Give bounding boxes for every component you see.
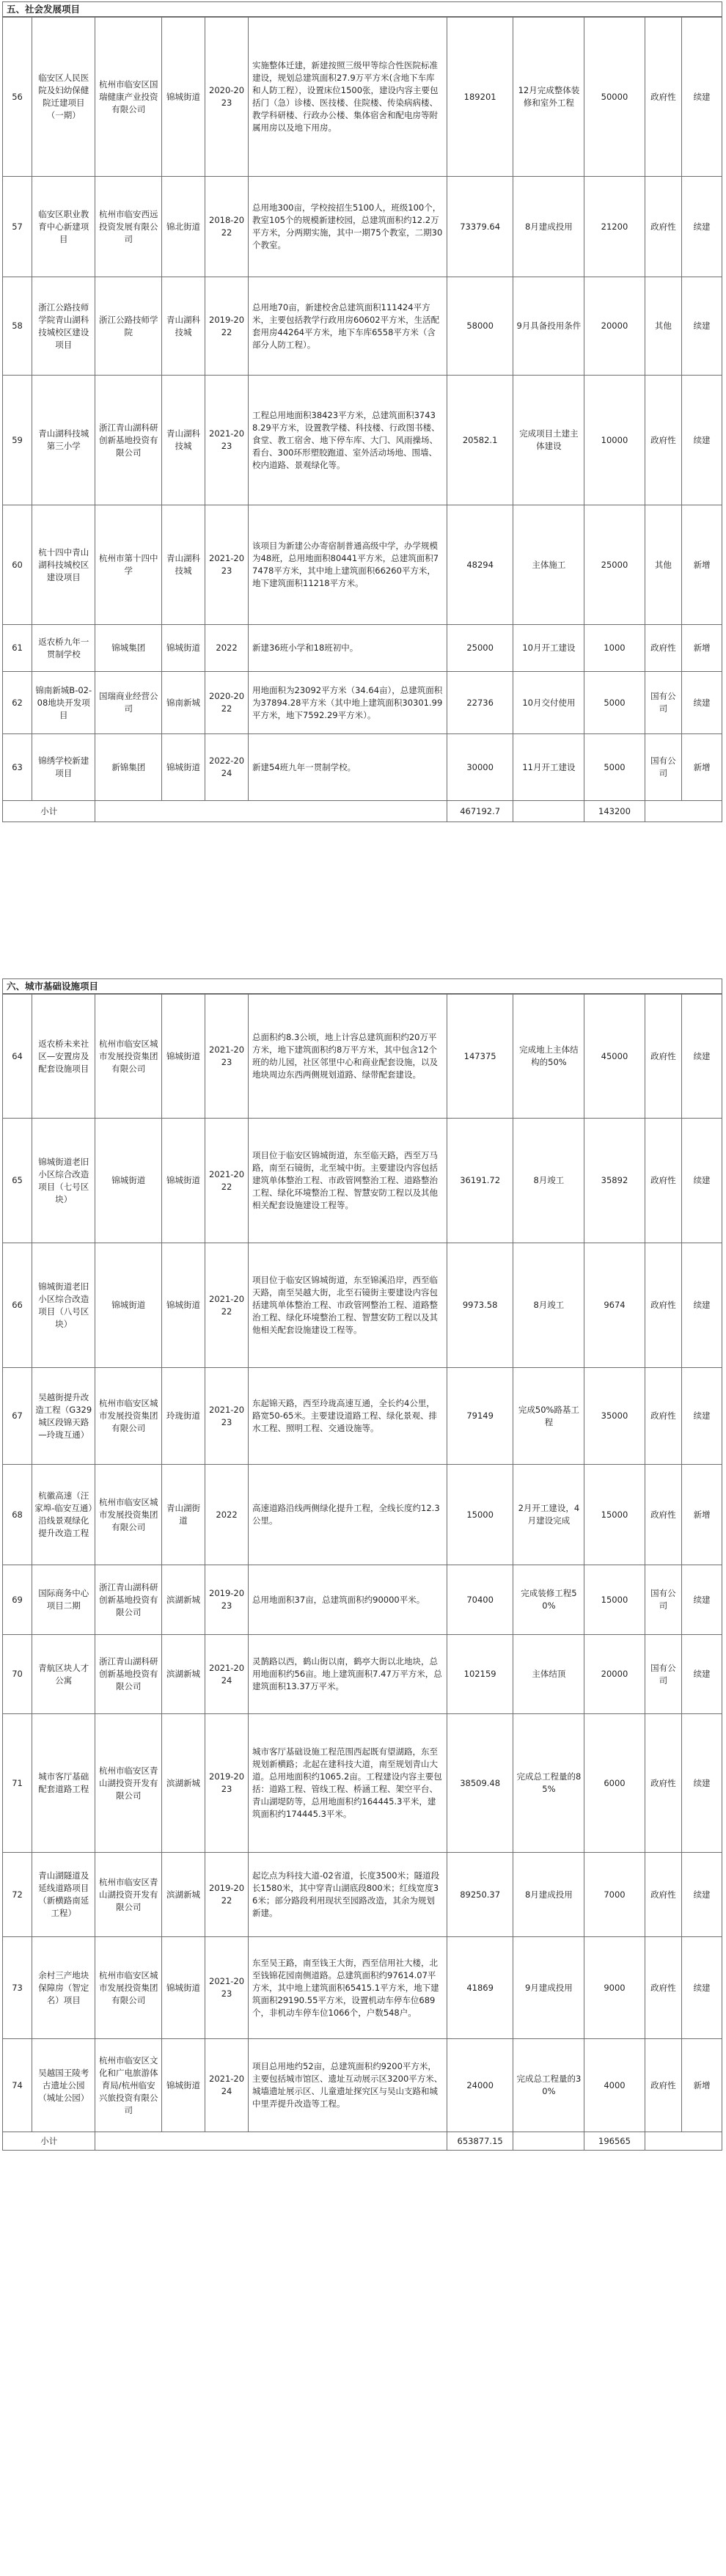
cell-owner: 杭州市临安区城市发展投资集团有限公司 (95, 1368, 162, 1465)
cell-project-name: 临安区人民医院及妇幼保健院迁建项目（一期） (32, 18, 95, 177)
subtotal-investment-total: 653877.15 (447, 2132, 513, 2151)
cell-investment-total: 22736 (447, 672, 513, 734)
cell-status: 续建 (682, 376, 722, 505)
cell-content: 用地面积为23092平方米（34.64亩），总建筑面积为37894.28平方米（其中地上建筑面积30301.99平方米，地下7592.29平方米）。 (249, 672, 447, 734)
cell-owner: 杭州市临安区青山湖投资开发有限公司 (95, 1853, 162, 1937)
subtotal-empty (645, 801, 722, 822)
cell-seq: 67 (3, 1368, 32, 1465)
cell-investment-total: 70400 (447, 1565, 513, 1635)
cell-project-name: 吴越国王陵考古遗址公园（城址公园） (32, 2039, 95, 2132)
cell-location: 锦城街道 (162, 2039, 205, 2132)
cell-project-name: 吴越街提升改造工程（G329城区段锦天路—玲珑互通） (32, 1368, 95, 1465)
cell-content: 总用地面积37亩，总建筑面积约90000平米。 (249, 1565, 447, 1635)
table-infrastructure-projects (2, 994, 722, 2151)
table-row (3, 1119, 722, 1243)
cell-content: 项目位于临安区锦城街道，东至锦溪沿岸，西至临天路，南至吴越大街，北至石镜街主要建设内容包括建筑单体整治工程、市政管网整治工程、道路整治工程、绿化环境整治工程、智慧安防工程以及其他相关配套设施建设工程等。 (249, 1243, 447, 1368)
table-row (3, 995, 722, 1119)
cell-annual-target: 完成50%路基工程 (513, 1368, 584, 1465)
cell-status: 续建 (682, 1565, 722, 1635)
cell-annual-investment: 10000 (584, 376, 645, 505)
section-title-social: 五、社会发展项目 (2, 1, 722, 17)
cell-content: 城市客厅基础设施工程范围西起既有望湖路，东至规划新横路；北起在建科技大道，南至规划青山大道。总用地面积约1065.2亩。工程建设内容主要包括：道路工程、管线工程、桥涵工程、架空平台、青山湖堤防等，总用地面积约164445.3平米，建筑面积约174445.3平米。 (249, 1714, 447, 1853)
table-row (3, 1243, 722, 1368)
cell-annual-target: 10月交付使用 (513, 672, 584, 734)
cell-owner: 锦城街道 (95, 1119, 162, 1243)
cell-period: 2021-2024 (205, 2039, 249, 2132)
cell-period: 2018-2022 (205, 177, 249, 277)
cell-annual-investment: 5000 (584, 734, 645, 801)
table-row (3, 1937, 722, 2039)
cell-period: 2021-2023 (205, 376, 249, 505)
cell-annual-investment: 35892 (584, 1119, 645, 1243)
subtotal-empty (513, 2132, 584, 2151)
cell-project-name: 国际商务中心项目二期 (32, 1565, 95, 1635)
cell-location: 玲珑街道 (162, 1368, 205, 1465)
cell-fund-type: 政府性 (645, 1119, 682, 1243)
cell-fund-type: 政府性 (645, 995, 682, 1119)
cell-investment-total: 41869 (447, 1937, 513, 2039)
cell-investment-total: 147375 (447, 995, 513, 1119)
cell-period: 2019-2022 (205, 1853, 249, 1937)
cell-fund-type: 政府性 (645, 2039, 682, 2132)
cell-status: 续建 (682, 672, 722, 734)
cell-status: 续建 (682, 1853, 722, 1937)
cell-period: 2021-2023 (205, 1937, 249, 2039)
cell-investment-total: 38509.48 (447, 1714, 513, 1853)
cell-investment-total: 89250.37 (447, 1853, 513, 1937)
cell-investment-total: 36191.72 (447, 1119, 513, 1243)
subtotal-label: 小计 (3, 2132, 95, 2151)
cell-owner: 锦城集团 (95, 625, 162, 672)
cell-owner: 新锦集团 (95, 734, 162, 801)
cell-location: 锦南新城 (162, 672, 205, 734)
table-row (3, 2039, 722, 2132)
table-row (3, 1853, 722, 1937)
cell-annual-target: 完成项目土建主体建设 (513, 376, 584, 505)
cell-annual-target: 8月建成投用 (513, 1853, 584, 1937)
subtotal-row (3, 801, 722, 822)
cell-seq: 57 (3, 177, 32, 277)
cell-seq: 73 (3, 1937, 32, 2039)
cell-annual-investment: 15000 (584, 1565, 645, 1635)
cell-period: 2022-2024 (205, 734, 249, 801)
cell-location: 锦城街道 (162, 1937, 205, 2039)
table-row (3, 177, 722, 277)
cell-fund-type: 其他 (645, 505, 682, 625)
table-row (3, 672, 722, 734)
subtotal-empty (95, 2132, 447, 2151)
cell-content: 东至吴王路，南至钱王大街，西至信用社大楼，北至钱锦花园南侧道路。总建筑面积约97614.07平方米，其中地上建筑面积65415.1平方米，地下建筑面积29190.55平方米，设置机动车停车位689个，非机动车停车位1066个，户数548户。 (249, 1937, 447, 2039)
cell-content: 新建36班小学和18班初中。 (249, 625, 447, 672)
cell-investment-total: 24000 (447, 2039, 513, 2132)
cell-project-name: 返农桥未来社区—安置房及配套设施项目 (32, 995, 95, 1119)
cell-annual-investment: 9000 (584, 1937, 645, 2039)
cell-period: 2021-2023 (205, 505, 249, 625)
cell-content: 实施整体迁建，新建按照三级甲等综合性医院标准建设，规划总建筑面积27.9万平方米(含地下车库和人防工程），设置床位1500张，建设内容主要包括门（急）诊楼、医技楼、住院楼、传染病病楼、教学科研楼、行政办公楼、集体宿舍和配电房等附属用房以及地下用房。 (249, 18, 447, 177)
cell-status: 新增 (682, 505, 722, 625)
cell-annual-target: 完成总工程量的85% (513, 1714, 584, 1853)
cell-status: 续建 (682, 177, 722, 277)
cell-fund-type: 国有公司 (645, 1565, 682, 1635)
cell-location: 青山湖街道 (162, 1465, 205, 1565)
cell-location: 锦城街道 (162, 995, 205, 1119)
cell-location: 滨湖新城 (162, 1565, 205, 1635)
cell-location: 滨湖新城 (162, 1714, 205, 1853)
cell-location: 青山湖科技城 (162, 277, 205, 376)
cell-annual-investment: 9674 (584, 1243, 645, 1368)
cell-content: 新建54班九年一贯制学校。 (249, 734, 447, 801)
cell-content: 总用地300亩，学校按招生5100人，班级100个，教室105个的规模新建校园，总建筑面积约12.2万平方米，分两期实施，其中一期75个教室，二期30个教室。 (249, 177, 447, 277)
cell-annual-target: 11月开工建设 (513, 734, 584, 801)
cell-status: 续建 (682, 18, 722, 177)
cell-owner: 杭州市临安区青山湖投资开发有限公司 (95, 1714, 162, 1853)
cell-annual-investment: 50000 (584, 18, 645, 177)
cell-status: 续建 (682, 1937, 722, 2039)
cell-location: 锦城街道 (162, 1119, 205, 1243)
cell-status: 续建 (682, 1243, 722, 1368)
cell-location: 锦北街道 (162, 177, 205, 277)
cell-annual-investment: 7000 (584, 1853, 645, 1937)
cell-seq: 65 (3, 1119, 32, 1243)
table-row (3, 625, 722, 672)
cell-status: 续建 (682, 1119, 722, 1243)
cell-annual-target: 主体结顶 (513, 1635, 584, 1714)
cell-annual-target: 完成地上主体结构的50% (513, 995, 584, 1119)
cell-seq: 58 (3, 277, 32, 376)
cell-investment-total: 20582.1 (447, 376, 513, 505)
cell-location: 锦城街道 (162, 734, 205, 801)
cell-annual-target: 10月开工建设 (513, 625, 584, 672)
cell-annual-investment: 25000 (584, 505, 645, 625)
table-row (3, 1714, 722, 1853)
cell-annual-target: 8月竣工 (513, 1119, 584, 1243)
cell-status: 新增 (682, 1465, 722, 1565)
cell-fund-type: 国有公司 (645, 734, 682, 801)
cell-status: 续建 (682, 1368, 722, 1465)
table-row (3, 505, 722, 625)
cell-project-name: 青航区块人才公寓 (32, 1635, 95, 1714)
cell-content: 项目总用地约52亩，总建筑面积约9200平方米，主要包括城市馆区、遗址互动展示区3200平方米、城墙遗址展示区、儿童遗址探究区与吴山支路和城中里弄提升改造等工程。 (249, 2039, 447, 2132)
cell-annual-investment: 35000 (584, 1368, 645, 1465)
cell-fund-type: 政府性 (645, 376, 682, 505)
cell-location: 锦城街道 (162, 625, 205, 672)
cell-annual-target: 2月开工建设，4月建设完成 (513, 1465, 584, 1565)
cell-seq: 59 (3, 376, 32, 505)
cell-annual-target: 9月具备投用条件 (513, 277, 584, 376)
cell-period: 2020-2022 (205, 672, 249, 734)
cell-fund-type: 政府性 (645, 1465, 682, 1565)
cell-status: 新增 (682, 625, 722, 672)
cell-owner: 锦城街道 (95, 1243, 162, 1368)
cell-annual-investment: 6000 (584, 1714, 645, 1853)
cell-project-name: 锦南新城B-02-08地块开发项目 (32, 672, 95, 734)
cell-annual-investment: 20000 (584, 277, 645, 376)
cell-project-name: 青山湖科技城第三小学 (32, 376, 95, 505)
subtotal-empty (513, 801, 584, 822)
cell-annual-investment: 5000 (584, 672, 645, 734)
cell-annual-investment: 20000 (584, 1635, 645, 1714)
table-row (3, 1565, 722, 1635)
cell-owner: 浙江公路技师学院 (95, 277, 162, 376)
cell-fund-type: 其他 (645, 277, 682, 376)
cell-owner: 浙江青山湖科研创新基地投资有限公司 (95, 1635, 162, 1714)
cell-period: 2021-2023 (205, 1368, 249, 1465)
cell-annual-target: 完成总工程量的30% (513, 2039, 584, 2132)
cell-period: 2021-2023 (205, 995, 249, 1119)
cell-location: 锦城街道 (162, 1243, 205, 1368)
cell-investment-total: 25000 (447, 625, 513, 672)
cell-investment-total: 79149 (447, 1368, 513, 1465)
cell-project-name: 浙江公路技师学院青山湖科技城校区建设项目 (32, 277, 95, 376)
cell-project-name: 城市客厅基础配套道路工程 (32, 1714, 95, 1853)
section-title-infrastructure: 六、城市基础设施项目 (2, 978, 722, 994)
cell-investment-total: 30000 (447, 734, 513, 801)
cell-fund-type: 政府性 (645, 177, 682, 277)
table-row (3, 376, 722, 505)
cell-content: 东起锦天路，西至玲珑高速互通，全长约4公里，路宽50-65米。主要建设道路工程、绿化景观、排水工程、照明工程、交通设施等。 (249, 1368, 447, 1465)
cell-project-name: 杭十四中青山湖科技城校区建设项目 (32, 505, 95, 625)
cell-investment-total: 48294 (447, 505, 513, 625)
cell-seq: 72 (3, 1853, 32, 1937)
table-row (3, 734, 722, 801)
subtotal-row (3, 2132, 722, 2151)
cell-content: 项目位于临安区锦城街道，东至临天路，西至万马路，南至石镜街，北至城中街。主要建设内容包括建筑单体整治工程、市政管网整治工程、道路整治工程、绿化环境整治工程、智慧安防工程以及其他相关配套设施建设工程等。 (249, 1119, 447, 1243)
cell-fund-type: 政府性 (645, 18, 682, 177)
cell-seq: 64 (3, 995, 32, 1119)
cell-fund-type: 政府性 (645, 1937, 682, 2039)
subtotal-empty (95, 801, 447, 822)
cell-investment-total: 58000 (447, 277, 513, 376)
cell-owner: 杭州市临安区城市发展投资集团有限公司 (95, 1937, 162, 2039)
cell-period: 2022 (205, 1465, 249, 1565)
cell-annual-target: 8月竣工 (513, 1243, 584, 1368)
cell-annual-target: 主体施工 (513, 505, 584, 625)
cell-annual-investment: 4000 (584, 2039, 645, 2132)
cell-status: 续建 (682, 995, 722, 1119)
cell-content: 灵鹊路以西，鹤山街以南，鹤亭大街以北地块，总用地面积约56亩。地上建筑面积7.47万平方米，总建筑面积13.37万平米。 (249, 1635, 447, 1714)
cell-owner: 杭州市临安区城市发展投资集团有限公司 (95, 1465, 162, 1565)
cell-investment-total: 9973.58 (447, 1243, 513, 1368)
subtotal-label: 小计 (3, 801, 95, 822)
cell-content: 工程总用地面积38423平方米，总建筑面积37438.29平方米，设置教学楼、科技楼、行政图书楼、食堂、教工宿舍、地下停车库、大门、风雨操场、看台、300环形塑胶跑道、室外活动场地、围墙、校内道路、景观绿化等。 (249, 376, 447, 505)
subtotal-annual-investment: 196565 (584, 2132, 645, 2151)
cell-seq: 70 (3, 1635, 32, 1714)
cell-project-name: 青山湖隧道及延线道路项目（新横路南延工程） (32, 1853, 95, 1937)
cell-annual-investment: 15000 (584, 1465, 645, 1565)
cell-content: 高速道路沿线两侧绿化提升工程，全线长度约12.3公里。 (249, 1465, 447, 1565)
cell-status: 续建 (682, 1714, 722, 1853)
cell-annual-investment: 1000 (584, 625, 645, 672)
subtotal-annual-investment: 143200 (584, 801, 645, 822)
table-row (3, 1465, 722, 1565)
cell-project-name: 锦绣学校新建项目 (32, 734, 95, 801)
cell-status: 新增 (682, 734, 722, 801)
table-row (3, 18, 722, 177)
table-row (3, 1368, 722, 1465)
cell-annual-target: 8月建成投用 (513, 177, 584, 277)
cell-investment-total: 15000 (447, 1465, 513, 1565)
cell-owner: 浙江青山湖科研创新基地投资有限公司 (95, 376, 162, 505)
cell-owner: 杭州市临安西远投资发展有限公司 (95, 177, 162, 277)
cell-annual-target: 12月完成整体装修和室外工程 (513, 18, 584, 177)
table-social-projects (2, 17, 722, 822)
cell-fund-type: 国有公司 (645, 672, 682, 734)
cell-project-name: 锦城街道老旧小区综合改造项目（八号区块） (32, 1243, 95, 1368)
cell-content: 该项目为新建公办寄宿制普通高级中学，办学规模为48班，总用地面积80441平方米，总建筑面积77478平方米，其中地上建筑面积66260平方米，地下建筑面积11218平方米。 (249, 505, 447, 625)
cell-period: 2020-2023 (205, 18, 249, 177)
cell-seq: 71 (3, 1714, 32, 1853)
cell-seq: 61 (3, 625, 32, 672)
cell-fund-type: 国有公司 (645, 1635, 682, 1714)
cell-fund-type: 政府性 (645, 625, 682, 672)
cell-fund-type: 政府性 (645, 1853, 682, 1937)
cell-annual-investment: 45000 (584, 995, 645, 1119)
cell-location: 锦城街道 (162, 18, 205, 177)
cell-content: 总用地70亩，新建校舍总建筑面积111424平方米，主要包括教学行政用房60602平方米，生活配套用房44264平方米，地下车库6558平方米（含部分人防工程）。 (249, 277, 447, 376)
cell-project-name: 余村三产地块保障房（智定名）项目 (32, 1937, 95, 2039)
cell-owner: 杭州市临安区城市发展投资集团有限公司 (95, 995, 162, 1119)
cell-project-name: 杭徽高速（汪家埠-临安互通）沿线景观绿化提升改造工程 (32, 1465, 95, 1565)
cell-project-name: 临安区职业教育中心新建项目 (32, 177, 95, 277)
cell-seq: 68 (3, 1465, 32, 1565)
cell-period: 2021-2022 (205, 1243, 249, 1368)
cell-project-name: 锦城街道老旧小区综合改造项目（七号区块） (32, 1119, 95, 1243)
cell-annual-target: 9月建成投用 (513, 1937, 584, 2039)
cell-owner: 杭州市临安区国瑞健康产业投资有限公司 (95, 18, 162, 177)
cell-owner: 浙江青山湖科研创新基地投资有限公司 (95, 1565, 162, 1635)
cell-period: 2019-2022 (205, 277, 249, 376)
cell-seq: 63 (3, 734, 32, 801)
cell-investment-total: 73379.64 (447, 177, 513, 277)
subtotal-empty (645, 2132, 722, 2151)
cell-period: 2021-2024 (205, 1635, 249, 1714)
cell-annual-investment: 21200 (584, 177, 645, 277)
cell-fund-type: 政府性 (645, 1714, 682, 1853)
cell-location: 青山湖科技城 (162, 505, 205, 625)
cell-investment-total: 102159 (447, 1635, 513, 1714)
cell-fund-type: 政府性 (645, 1243, 682, 1368)
cell-content: 起讫点为科技大道-02省道，长度3500米；隧道段长1580米，其中穿青山湖底段800米；红线宽度36米；部分路段利用现状至园路改造，其余为规划新建。 (249, 1853, 447, 1937)
cell-seq: 60 (3, 505, 32, 625)
cell-seq: 56 (3, 18, 32, 177)
cell-owner: 杭州市第十四中学 (95, 505, 162, 625)
cell-project-name: 返农桥九年一贯制学校 (32, 625, 95, 672)
cell-seq: 66 (3, 1243, 32, 1368)
cell-content: 总面积约8.3公顷，地上计容总建筑面积约20万平方米，地下建筑面积约8万平方米，其中包含12个班的幼儿园，社区邻里中心和商业配套设施，以及地块周边东西两侧规划道路、绿带配套建设。 (249, 995, 447, 1119)
cell-seq: 74 (3, 2039, 32, 2132)
cell-status: 续建 (682, 1635, 722, 1714)
cell-location: 滨湖新城 (162, 1853, 205, 1937)
cell-owner: 国瑞商业经营公司 (95, 672, 162, 734)
cell-seq: 69 (3, 1565, 32, 1635)
cell-status: 新增 (682, 2039, 722, 2132)
cell-period: 2019-2023 (205, 1565, 249, 1635)
cell-annual-target: 完成装修工程50% (513, 1565, 584, 1635)
subtotal-investment-total: 467192.7 (447, 801, 513, 822)
cell-period: 2021-2022 (205, 1119, 249, 1243)
cell-fund-type: 政府性 (645, 1368, 682, 1465)
cell-period: 2022 (205, 625, 249, 672)
cell-location: 青山湖科技城 (162, 376, 205, 505)
cell-status: 续建 (682, 277, 722, 376)
cell-seq: 62 (3, 672, 32, 734)
table-row (3, 277, 722, 376)
cell-period: 2019-2023 (205, 1714, 249, 1853)
cell-owner: 杭州市临安区文化和广电旅游体育局/杭州临安兴旅投资有限公司 (95, 2039, 162, 2132)
cell-investment-total: 189201 (447, 18, 513, 177)
cell-location: 滨湖新城 (162, 1635, 205, 1714)
table-row (3, 1635, 722, 1714)
